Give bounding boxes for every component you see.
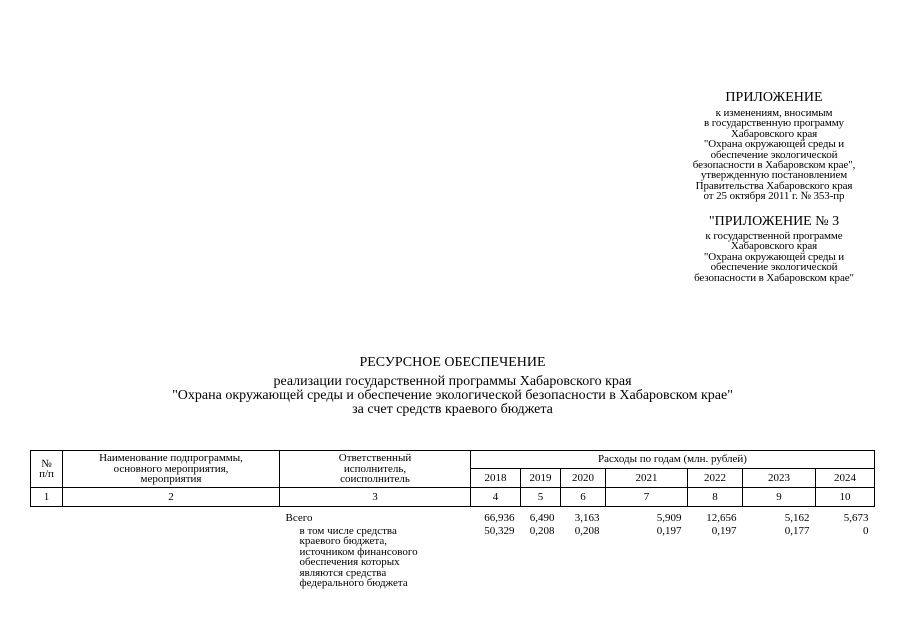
annex3-header [668, 214, 880, 283]
row-value: 0,197 [711, 524, 737, 537]
subtitle-line: реализации государственной программы Хабаровского края [273, 374, 632, 389]
annex-line: от 25 октября 2011 г. № 353-пр [703, 190, 845, 203]
row-value: 6,490 [529, 512, 555, 524]
year-header: 2019 [521, 469, 561, 488]
annex-line: безопасности в Хабаровском крае", [692, 159, 856, 172]
annex3-line: "Охрана окружающей среды и [703, 250, 845, 263]
annex-line: Правительства Хабаровского края [695, 179, 853, 192]
header-expenses: Расходы по годам (млн. рублей) [471, 451, 875, 469]
column-number: 4 [471, 488, 521, 507]
header-name: Наименование подпрограммы, основного мероприятия, мероприятия [63, 451, 280, 488]
row-value: 5,162 [784, 512, 810, 524]
column-number: 5 [521, 488, 561, 507]
header-executor: Ответственный исполнитель, соисполнитель [280, 451, 471, 488]
row-label: в том числе средства краевого бюджета, источником финансового обеспечения которых являются средства федерального бюджета [299, 524, 418, 589]
annex3-line: обеспечение экологической [710, 261, 838, 274]
annex-line: Хабаровского края [730, 127, 818, 140]
annex-line: обеспечение экологической [710, 148, 838, 161]
row-value: 0,197 [656, 524, 682, 537]
column-number: 2 [63, 488, 280, 507]
annex-line: к изменениям, вносимым [715, 107, 833, 119]
resource-table [30, 450, 875, 589]
annex-line: "Охрана окружающей среды и [703, 138, 845, 151]
subtitle-line: за счет средств краевого бюджета [352, 402, 553, 418]
column-number: 3 [280, 488, 471, 507]
column-number: 7 [606, 488, 688, 507]
row-value: 3,163 [574, 512, 600, 524]
table-row [31, 524, 875, 589]
table-row [31, 507, 875, 524]
annex-header [668, 90, 880, 202]
annex-line: утвержденную постановлением [700, 169, 848, 182]
column-number: 6 [561, 488, 606, 507]
header-num: № п/п [31, 451, 63, 488]
annex-title: ПРИЛОЖЕНИЕ [725, 90, 823, 105]
year-header: 2022 [688, 469, 743, 488]
document-subtitle [0, 375, 905, 418]
row-label: Всего [285, 512, 313, 524]
column-number: 1 [31, 488, 63, 507]
row-value: 66,936 [484, 512, 515, 524]
column-number: 9 [743, 488, 816, 507]
annex3-line: к государственной программе [705, 230, 843, 242]
row-value: 50,329 [484, 524, 515, 537]
row-value: 0 [863, 524, 869, 537]
year-header: 2021 [606, 469, 688, 488]
annex3-line: безопасности в Хабаровском крае" [694, 271, 854, 284]
year-header: 2023 [743, 469, 816, 488]
row-value: 0,177 [784, 524, 810, 537]
annex3-title: "ПРИЛОЖЕНИЕ № 3 [708, 214, 840, 229]
year-header: 2020 [561, 469, 606, 488]
year-header: 2018 [471, 469, 521, 488]
column-number: 8 [688, 488, 743, 507]
row-value: 5,909 [656, 512, 682, 524]
row-value: 0,208 [529, 524, 555, 537]
annex3-line: Хабаровского края [730, 240, 818, 253]
document-title: РЕСУРСНОЕ ОБЕСПЕЧЕНИЕ [359, 355, 546, 370]
row-value: 0,208 [574, 524, 600, 537]
year-header: 2024 [816, 469, 875, 488]
column-number: 10 [816, 488, 875, 507]
annex-line: в государственную программу [704, 117, 844, 130]
row-value: 12,656 [706, 512, 737, 524]
subtitle-line: "Охрана окружающей среды и обеспечение экологической безопасности в Хабаровском крае" [172, 388, 733, 404]
row-value: 5,673 [843, 512, 869, 524]
